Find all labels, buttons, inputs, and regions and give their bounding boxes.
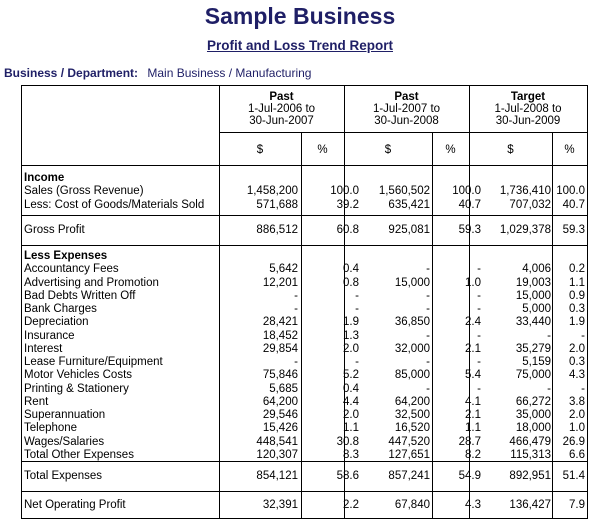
cell: 40.7 <box>562 198 585 211</box>
cell: 886,512 <box>256 224 298 236</box>
row-label: Printing & Stationery <box>24 382 129 395</box>
table-row <box>22 422 587 435</box>
row-label: Net Operating Profit <box>24 499 126 511</box>
cell: 29,854 <box>262 342 298 355</box>
table-row <box>22 356 587 369</box>
report-table <box>21 85 588 519</box>
department-label: Business / Department: <box>4 66 139 80</box>
cell: 707,032 <box>509 198 551 211</box>
cell: 892,951 <box>509 470 551 482</box>
cell: 448,541 <box>256 435 298 448</box>
cell: - <box>477 289 481 302</box>
cell: 1.1 <box>343 422 359 435</box>
cell: - <box>355 303 359 315</box>
cell: 100.0 <box>330 185 359 198</box>
cell: 4,006 <box>522 263 551 276</box>
row-label: Insurance <box>24 329 75 342</box>
income-heading: Income <box>24 172 65 184</box>
cell: 18,452 <box>262 329 298 342</box>
table-row <box>22 330 587 343</box>
row-divider <box>22 215 587 216</box>
cell: 115,313 <box>510 448 551 461</box>
cell: - <box>477 382 481 395</box>
cell: 75,000 <box>515 369 551 382</box>
net-operating-profit-section <box>22 499 587 512</box>
row-divider <box>22 165 587 166</box>
cell: 5,000 <box>522 303 551 315</box>
cell: - <box>477 303 481 315</box>
row-label: Advertising and Promotion <box>24 276 159 289</box>
cell: 2.2 <box>343 499 359 511</box>
table-row <box>22 396 587 409</box>
cell: 85,000 <box>394 369 430 382</box>
period-to: 30-Jun-2008 <box>374 115 439 127</box>
report-subtitle: Profit and Loss Trend Report <box>206 38 393 53</box>
cell: 2.0 <box>569 342 585 355</box>
cell: 447,520 <box>388 435 430 448</box>
cell: 33,440 <box>515 316 551 329</box>
cell: 64,200 <box>394 395 430 408</box>
cell: 18,000 <box>515 422 551 435</box>
dollar-header: $ <box>507 144 514 156</box>
table-row <box>22 383 587 396</box>
report-title: Sample Business <box>204 3 396 29</box>
cell: - <box>426 289 430 302</box>
cell: 2.1 <box>465 342 481 355</box>
table-row <box>22 343 587 356</box>
dollar-header: $ <box>256 144 264 156</box>
table-row <box>22 369 587 382</box>
cell: 0.3 <box>569 303 585 315</box>
cell: - <box>547 329 551 342</box>
table-row <box>22 303 587 316</box>
table-row <box>22 436 587 449</box>
table-row <box>22 199 587 212</box>
period-header-1 <box>219 91 344 127</box>
cell: 32,391 <box>262 499 298 511</box>
table-row <box>22 263 587 276</box>
cell: 857,241 <box>388 470 430 482</box>
period-name: Target <box>510 91 546 103</box>
cell: 8.3 <box>343 448 359 461</box>
cell: 0.8 <box>343 276 359 289</box>
cell: 1.0 <box>569 422 585 435</box>
cell: 15,000 <box>394 276 430 289</box>
cell: - <box>581 382 585 395</box>
section-heading-row <box>22 172 587 185</box>
cell: 30.8 <box>336 435 359 448</box>
cell: 571,688 <box>256 198 298 211</box>
cell: 7.9 <box>569 499 585 511</box>
row-label: Telephone <box>24 422 78 435</box>
cell: 1,560,502 <box>378 185 430 198</box>
cell: 6.6 <box>569 448 585 461</box>
cell: 1.3 <box>343 329 359 342</box>
cell: 0.9 <box>569 289 585 302</box>
row-label: Wages/Salaries <box>24 435 105 448</box>
period-from: 1-Jul-2007 to <box>372 103 441 115</box>
cell: - <box>426 329 430 342</box>
cell: - <box>477 329 481 342</box>
table-row <box>22 185 587 198</box>
cell: 466,479 <box>509 435 551 448</box>
cell: 54.9 <box>458 470 481 482</box>
cell: 26.9 <box>562 435 585 448</box>
row-label: Bad Debts Written Off <box>24 289 136 302</box>
cell: 28.7 <box>458 435 481 448</box>
period-to: 30-Jun-2009 <box>495 115 561 127</box>
cell: 5.2 <box>343 369 359 382</box>
cell: 75,846 <box>262 369 298 382</box>
row-label: Rent <box>24 395 49 408</box>
cell: 2.0 <box>343 342 359 355</box>
row-label: Depreciation <box>24 316 89 329</box>
cell: 64,200 <box>262 395 298 408</box>
cell: 39.2 <box>336 198 359 211</box>
cell: - <box>477 356 481 368</box>
cell: 32,500 <box>394 409 430 421</box>
row-label: Total Other Expenses <box>24 448 134 461</box>
period-from: 1-Jul-2006 to <box>247 103 316 115</box>
cell: 4.4 <box>343 395 359 408</box>
cell: 51.4 <box>562 470 585 482</box>
cell: 36,850 <box>394 316 430 329</box>
cell: 1.1 <box>465 422 481 435</box>
cell: - <box>294 289 298 302</box>
cell: - <box>294 356 298 368</box>
cell: 1,458,200 <box>246 185 298 198</box>
cell: 0.2 <box>569 263 585 276</box>
cell: 60.8 <box>336 224 359 236</box>
cell: 4.3 <box>465 499 481 511</box>
cell: 28,421 <box>262 316 298 329</box>
table-row <box>22 449 587 462</box>
cell: 4.3 <box>569 369 585 382</box>
cell: 2.1 <box>465 409 481 421</box>
cell: 3.8 <box>569 395 585 408</box>
cell: - <box>294 303 298 315</box>
cell: 1.9 <box>343 316 359 329</box>
cell: 1.1 <box>569 276 585 289</box>
period-to: 30-Jun-2007 <box>249 115 314 127</box>
cell: 35,000 <box>515 409 551 421</box>
cell: 1,736,410 <box>499 185 551 198</box>
cell: - <box>426 263 430 276</box>
row-label: Gross Profit <box>24 224 85 236</box>
cell: 0.4 <box>343 382 359 395</box>
cell: 2.0 <box>343 409 359 421</box>
cell: 8.2 <box>465 448 481 461</box>
cell: - <box>426 303 430 315</box>
percent-header: % <box>564 144 575 156</box>
cell: 15,000 <box>515 289 551 302</box>
cell: 100.0 <box>452 185 481 198</box>
cell: 100.0 <box>556 185 585 198</box>
cell: 1.0 <box>465 276 481 289</box>
row-divider <box>22 245 587 246</box>
cell: 120,307 <box>256 448 298 461</box>
percent-header: % <box>317 144 328 156</box>
row-label: Bank Charges <box>24 303 97 315</box>
cell: - <box>581 329 585 342</box>
department-line <box>4 66 311 80</box>
table-row <box>22 316 587 329</box>
row-label: Total Expenses <box>24 470 102 482</box>
cell: 4.1 <box>465 395 481 408</box>
cell: 925,081 <box>388 224 430 236</box>
total-expenses-section <box>22 470 587 483</box>
cell: 58.6 <box>336 470 359 482</box>
period-header-3 <box>469 91 587 127</box>
cell: 854,121 <box>256 470 298 482</box>
period-name: Past <box>394 91 419 103</box>
cell: 136,427 <box>509 499 551 511</box>
section-heading-row <box>22 250 587 263</box>
cell: 15,426 <box>262 422 298 435</box>
dollar-header: $ <box>384 144 392 156</box>
expenses-heading: Less Expenses <box>24 250 108 262</box>
row-label: Superannuation <box>24 409 106 421</box>
row-divider <box>219 132 587 133</box>
cell: 59.3 <box>562 224 585 236</box>
row-label: Lease Furniture/Equipment <box>24 356 163 368</box>
cell: 67,840 <box>394 499 430 511</box>
cell: - <box>477 263 481 276</box>
cell: 635,421 <box>388 198 430 211</box>
cell: 40.7 <box>458 198 481 211</box>
cell: 2.0 <box>569 409 585 421</box>
table-row <box>22 409 587 422</box>
cell: 5,642 <box>269 263 298 276</box>
cell: 0.4 <box>343 263 359 276</box>
cell: 19,003 <box>515 276 551 289</box>
cell: 59.3 <box>458 224 481 236</box>
cell: 1,029,378 <box>499 224 551 236</box>
cell: - <box>355 289 359 302</box>
table-row <box>22 290 587 303</box>
period-from: 1-Jul-2008 to <box>494 103 562 115</box>
cell: - <box>426 382 430 395</box>
expenses-section <box>22 250 587 462</box>
department-value: Main Business / Manufacturing <box>147 66 312 80</box>
gross-profit-section <box>22 224 587 237</box>
income-section <box>22 172 587 212</box>
cell: 2.4 <box>465 316 481 329</box>
cell: - <box>355 356 359 368</box>
cell: 12,201 <box>262 276 298 289</box>
percent-header: % <box>445 144 456 156</box>
period-header-2 <box>344 91 469 127</box>
period-name: Past <box>269 91 294 103</box>
cell: 16,520 <box>394 422 430 435</box>
table-row <box>22 277 587 290</box>
row-label: Motor Vehicles Costs <box>24 369 133 382</box>
cell: 5.4 <box>465 369 481 382</box>
table-row <box>22 499 587 512</box>
row-label: Sales (Gross Revenue) <box>24 185 144 198</box>
row-label: Less: Cost of Goods/Materials Sold <box>24 198 205 211</box>
row-label: Interest <box>24 342 63 355</box>
cell: 1.9 <box>569 316 585 329</box>
table-row <box>22 224 587 237</box>
table-row <box>22 470 587 483</box>
cell: 35,279 <box>515 342 551 355</box>
row-label: Accountancy Fees <box>24 263 119 276</box>
cell: 0.3 <box>569 356 585 368</box>
cell: - <box>547 382 551 395</box>
cell: 127,651 <box>388 448 430 461</box>
cell: - <box>426 356 430 368</box>
row-divider <box>22 491 587 492</box>
cell: 5,685 <box>269 382 298 395</box>
cell: 29,546 <box>262 409 298 421</box>
cell: 66,272 <box>515 395 551 408</box>
cell: 5,159 <box>522 356 551 368</box>
cell: 32,000 <box>394 342 430 355</box>
